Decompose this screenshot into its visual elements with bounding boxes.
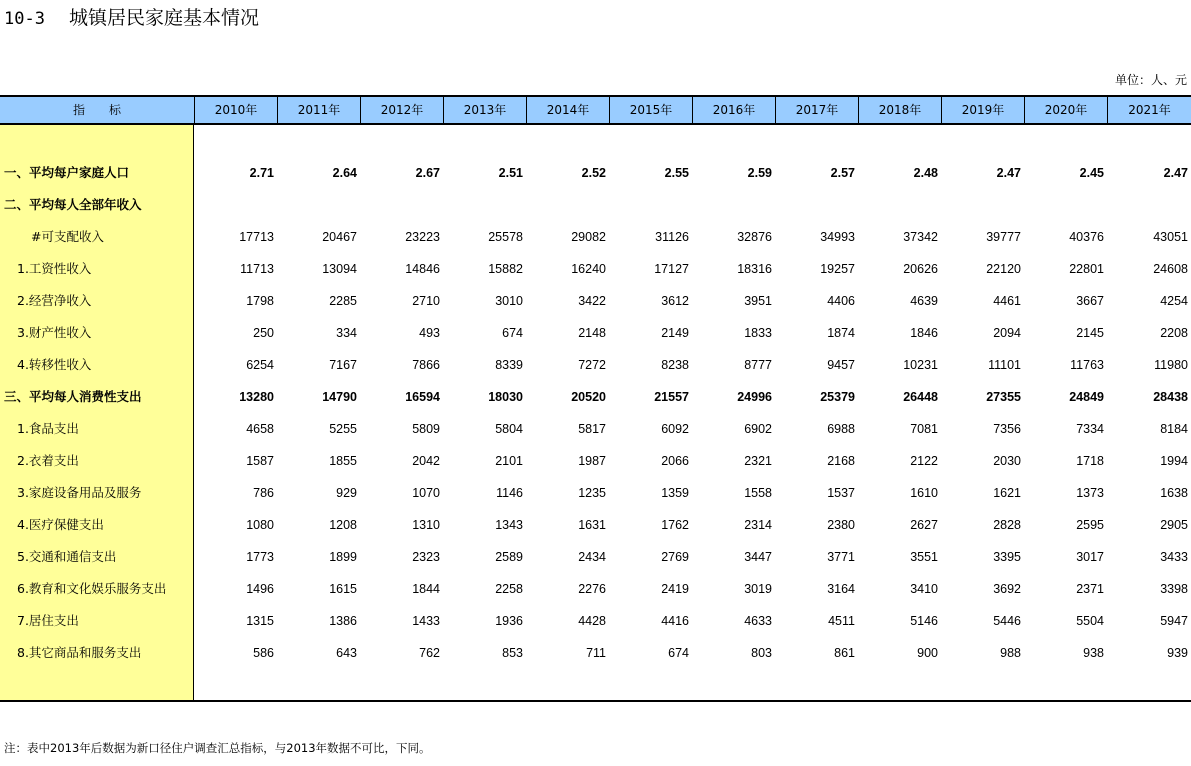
table-cell: 6254 bbox=[246, 358, 274, 372]
table-cell: 4639 bbox=[910, 294, 938, 308]
table-cell: 250 bbox=[253, 326, 274, 340]
header-year: 2016年 bbox=[692, 97, 775, 123]
table-cell: 5817 bbox=[578, 422, 606, 436]
table-cell: 1359 bbox=[661, 486, 689, 500]
table-row bbox=[0, 349, 1191, 381]
table-cell: 3692 bbox=[993, 582, 1021, 596]
table-cell: 7081 bbox=[910, 422, 938, 436]
table-cell: 2.57 bbox=[830, 166, 855, 180]
header-indicator: 指 标 bbox=[72, 103, 121, 117]
row-label: 三、平均每人消费性支出 bbox=[4, 389, 142, 404]
table-row bbox=[0, 285, 1191, 317]
table-cell: 4633 bbox=[744, 614, 772, 628]
table-cell: 2828 bbox=[993, 518, 1021, 532]
row-label: 3.家庭设备用品及服务 bbox=[17, 485, 142, 500]
table-cell: 1537 bbox=[827, 486, 855, 500]
table-row bbox=[0, 509, 1191, 541]
row-label: 5.交通和通信支出 bbox=[17, 549, 117, 564]
table-cell: 762 bbox=[419, 646, 440, 660]
table-cell: 2.59 bbox=[747, 166, 772, 180]
table-cell: 5804 bbox=[495, 422, 523, 436]
table-cell: 2.71 bbox=[249, 166, 274, 180]
table-cell: 11101 bbox=[988, 358, 1021, 372]
table-cell: 674 bbox=[668, 646, 689, 660]
table-cell: 1615 bbox=[329, 582, 357, 596]
table-cell: 3951 bbox=[744, 294, 772, 308]
header-year: 2014年 bbox=[526, 97, 609, 123]
table-cell: 24608 bbox=[1153, 262, 1188, 276]
table-cell: 2258 bbox=[495, 582, 523, 596]
header-year: 2018年 bbox=[858, 97, 941, 123]
table-cell: 1343 bbox=[495, 518, 523, 532]
table-cell: 3551 bbox=[910, 550, 938, 564]
table-cell: 5947 bbox=[1160, 614, 1188, 628]
table-cell: 3612 bbox=[661, 294, 689, 308]
table-cell: 6902 bbox=[744, 422, 772, 436]
table-cell: 938 bbox=[1083, 646, 1104, 660]
table-cell: 1587 bbox=[246, 454, 274, 468]
row-label: 8.其它商品和服务支出 bbox=[17, 645, 142, 660]
table-cell: 1855 bbox=[329, 454, 357, 468]
table-cell: 8238 bbox=[661, 358, 689, 372]
table-cell: 2321 bbox=[744, 454, 772, 468]
header-year: 2013年 bbox=[443, 97, 526, 123]
unit-label: 单位：人、元 bbox=[1114, 73, 1187, 87]
table-cell: 8339 bbox=[495, 358, 523, 372]
table-cell: 18316 bbox=[737, 262, 772, 276]
table-cell: 900 bbox=[917, 646, 938, 660]
row-label: 1.工资性收入 bbox=[17, 261, 92, 276]
table-cell: 16594 bbox=[405, 390, 440, 404]
table-cell: 1433 bbox=[412, 614, 440, 628]
table-cell: 23223 bbox=[405, 230, 440, 244]
table-cell: 939 bbox=[1167, 646, 1188, 660]
row-label: 1.食品支出 bbox=[17, 421, 79, 436]
table-cell: 2595 bbox=[1076, 518, 1104, 532]
row-label: 4.医疗保健支出 bbox=[17, 517, 104, 532]
table-cell: 1070 bbox=[412, 486, 440, 500]
table-cell: 8777 bbox=[744, 358, 772, 372]
table-cell: 1496 bbox=[246, 582, 274, 596]
row-label: #可支配收入 bbox=[31, 229, 104, 244]
table-row bbox=[0, 477, 1191, 509]
row-label: 7.居住支出 bbox=[17, 613, 79, 628]
header-year: 2020年 bbox=[1024, 97, 1107, 123]
row-label: 一、平均每户家庭人口 bbox=[4, 165, 130, 180]
table-cell: 1718 bbox=[1076, 454, 1104, 468]
table-cell: 7272 bbox=[578, 358, 606, 372]
table-cell: 16240 bbox=[571, 262, 606, 276]
table-cell: 7334 bbox=[1076, 422, 1104, 436]
table-cell: 31126 bbox=[655, 230, 689, 244]
table-cell: 7356 bbox=[993, 422, 1021, 436]
header-year: 2010年 bbox=[194, 97, 277, 123]
table-cell: 3422 bbox=[578, 294, 606, 308]
table-cell: 2122 bbox=[910, 454, 938, 468]
table-cell: 1846 bbox=[910, 326, 938, 340]
table-cell: 786 bbox=[253, 486, 274, 500]
table-cell: 2589 bbox=[495, 550, 523, 564]
table-cell: 1631 bbox=[578, 518, 606, 532]
header-year: 2012年 bbox=[360, 97, 443, 123]
table-row bbox=[0, 605, 1191, 637]
table-cell: 43051 bbox=[1153, 230, 1188, 244]
table-cell: 11763 bbox=[1070, 358, 1104, 372]
table-cell: 40376 bbox=[1069, 230, 1104, 244]
table-cell: 5146 bbox=[910, 614, 938, 628]
table-cell: 711 bbox=[586, 646, 606, 660]
table-cell: 4254 bbox=[1160, 294, 1188, 308]
table-cell: 2.45 bbox=[1079, 166, 1104, 180]
table-cell: 18030 bbox=[488, 390, 523, 404]
table-cell: 4428 bbox=[578, 614, 606, 628]
table-cell: 7866 bbox=[412, 358, 440, 372]
page-title bbox=[4, 5, 259, 32]
table-cell: 25578 bbox=[488, 230, 523, 244]
row-label: 二、平均每人全部年收入 bbox=[4, 197, 142, 212]
table-cell: 29082 bbox=[571, 230, 606, 244]
table-cell: 1373 bbox=[1076, 486, 1104, 500]
table-cell: 1235 bbox=[578, 486, 606, 500]
header-year: 2015年 bbox=[609, 97, 692, 123]
table-cell: 334 bbox=[336, 326, 357, 340]
table-cell: 1899 bbox=[329, 550, 357, 564]
table-cell: 1558 bbox=[744, 486, 772, 500]
table-cell: 11713 bbox=[240, 262, 274, 276]
table-cell: 1798 bbox=[246, 294, 274, 308]
table-cell: 2.64 bbox=[332, 166, 357, 180]
table-cell: 929 bbox=[336, 486, 357, 500]
header-year: 2011年 bbox=[277, 97, 360, 123]
table-cell: 2030 bbox=[993, 454, 1021, 468]
table-cell: 493 bbox=[419, 326, 440, 340]
footnote: 注：表中2013年后数据为新口径住户调查汇总指标，与2013年数据不可比，下同。 bbox=[4, 741, 431, 755]
table-cell: 2148 bbox=[578, 326, 606, 340]
row-label: 4.转移性收入 bbox=[17, 357, 92, 372]
table-cell: 3395 bbox=[993, 550, 1021, 564]
table-row bbox=[0, 637, 1191, 669]
table-header-row bbox=[0, 95, 1191, 125]
table-cell: 3410 bbox=[910, 582, 938, 596]
table-cell: 4406 bbox=[827, 294, 855, 308]
table-cell: 2094 bbox=[993, 326, 1021, 340]
table-cell: 2627 bbox=[910, 518, 938, 532]
table-cell: 27355 bbox=[986, 390, 1021, 404]
table-cell: 2905 bbox=[1160, 518, 1188, 532]
table-cell: 2101 bbox=[495, 454, 523, 468]
table-cell: 24996 bbox=[737, 390, 772, 404]
table-cell: 2066 bbox=[661, 454, 689, 468]
table-cell: 2168 bbox=[827, 454, 855, 468]
table-cell: 39777 bbox=[986, 230, 1021, 244]
table-cell: 34993 bbox=[820, 230, 855, 244]
table-cell: 1386 bbox=[329, 614, 357, 628]
table-cell: 2323 bbox=[412, 550, 440, 564]
table-cell: 2208 bbox=[1160, 326, 1188, 340]
table-cell: 2710 bbox=[412, 294, 440, 308]
table-cell: 4416 bbox=[661, 614, 689, 628]
table-cell: 6092 bbox=[661, 422, 689, 436]
table-cell: 853 bbox=[502, 646, 523, 660]
header-year: 2021年 bbox=[1107, 97, 1191, 123]
table-cell: 1936 bbox=[495, 614, 523, 628]
table-cell: 3019 bbox=[744, 582, 772, 596]
header-year: 2019年 bbox=[941, 97, 1024, 123]
table-cell: 2.48 bbox=[913, 166, 938, 180]
table-cell: 5504 bbox=[1076, 614, 1104, 628]
table-cell: 4511 bbox=[828, 614, 855, 628]
table-cell: 28438 bbox=[1153, 390, 1188, 404]
table-row bbox=[0, 413, 1191, 445]
table-row bbox=[0, 253, 1191, 285]
table-cell: 1773 bbox=[246, 550, 274, 564]
table-cell: 3017 bbox=[1076, 550, 1104, 564]
table-cell: 2.47 bbox=[996, 166, 1021, 180]
table-row bbox=[0, 221, 1191, 253]
table-cell: 988 bbox=[1000, 646, 1021, 660]
table-cell: 1310 bbox=[412, 518, 440, 532]
table-cell: 2.52 bbox=[581, 166, 606, 180]
table-row bbox=[0, 157, 1191, 189]
table-number: 10-3 bbox=[4, 9, 45, 29]
table-cell: 21557 bbox=[654, 390, 689, 404]
table-cell: 13094 bbox=[322, 262, 357, 276]
table-cell: 1638 bbox=[1160, 486, 1188, 500]
table-cell: 26448 bbox=[903, 390, 938, 404]
table-row bbox=[0, 573, 1191, 605]
table-cell: 1874 bbox=[827, 326, 855, 340]
table-cell: 22801 bbox=[1069, 262, 1104, 276]
table-cell: 5809 bbox=[412, 422, 440, 436]
table-cell: 37342 bbox=[903, 230, 938, 244]
table-cell: 1621 bbox=[993, 486, 1021, 500]
table-cell: 32876 bbox=[737, 230, 772, 244]
table-cell: 4461 bbox=[993, 294, 1021, 308]
row-label: 2.经营净收入 bbox=[17, 293, 92, 308]
table-cell: 2276 bbox=[578, 582, 606, 596]
table-cell: 4658 bbox=[246, 422, 274, 436]
table-cell: 1610 bbox=[910, 486, 938, 500]
table-cell: 1994 bbox=[1160, 454, 1188, 468]
table-cell: 3164 bbox=[827, 582, 855, 596]
table-cell: 7167 bbox=[329, 358, 357, 372]
row-label: 3.财产性收入 bbox=[17, 325, 92, 340]
table-cell: 2371 bbox=[1076, 582, 1104, 596]
table-cell: 3771 bbox=[827, 550, 855, 564]
row-label: 2.衣着支出 bbox=[17, 453, 79, 468]
table-cell: 8184 bbox=[1160, 422, 1188, 436]
table-cell: 15882 bbox=[488, 262, 523, 276]
table-cell: 1987 bbox=[578, 454, 606, 468]
table-cell: 14846 bbox=[405, 262, 440, 276]
table-row bbox=[0, 317, 1191, 349]
table-cell: 11980 bbox=[1154, 358, 1188, 372]
table-cell: 643 bbox=[336, 646, 357, 660]
header-year: 2017年 bbox=[775, 97, 858, 123]
table-cell: 2149 bbox=[661, 326, 689, 340]
table-cell: 2434 bbox=[578, 550, 606, 564]
table-cell: 2380 bbox=[827, 518, 855, 532]
table-cell: 1315 bbox=[246, 614, 274, 628]
table-cell: 22120 bbox=[986, 262, 1021, 276]
row-label: 6.教育和文化娱乐服务支出 bbox=[17, 581, 167, 596]
table-cell: 6988 bbox=[827, 422, 855, 436]
table-cell: 24849 bbox=[1069, 390, 1104, 404]
table-cell: 2.67 bbox=[415, 166, 440, 180]
table-cell: 586 bbox=[253, 646, 274, 660]
table-cell: 3433 bbox=[1160, 550, 1188, 564]
table-cell: 5446 bbox=[993, 614, 1021, 628]
table-cell: 3667 bbox=[1076, 294, 1104, 308]
table-cell: 13280 bbox=[239, 390, 274, 404]
table-cell: 803 bbox=[751, 646, 772, 660]
table-cell: 3010 bbox=[495, 294, 523, 308]
table-cell: 20467 bbox=[322, 230, 357, 244]
table-cell: 17127 bbox=[654, 262, 689, 276]
table-cell: 2.55 bbox=[664, 166, 689, 180]
table-cell: 3398 bbox=[1160, 582, 1188, 596]
table-cell: 2419 bbox=[661, 582, 689, 596]
table-cell: 1844 bbox=[412, 582, 440, 596]
table-cell: 2042 bbox=[412, 454, 440, 468]
table-row bbox=[0, 445, 1191, 477]
table-cell: 2145 bbox=[1076, 326, 1104, 340]
table-cell: 2.47 bbox=[1163, 166, 1188, 180]
table-cell: 5255 bbox=[329, 422, 357, 436]
table-cell: 3447 bbox=[744, 550, 772, 564]
table-cell: 1762 bbox=[661, 518, 689, 532]
table-cell: 2.51 bbox=[498, 166, 523, 180]
table-cell: 1146 bbox=[496, 486, 523, 500]
table-cell: 17713 bbox=[239, 230, 274, 244]
table-cell: 2769 bbox=[661, 550, 689, 564]
table-cell: 1833 bbox=[744, 326, 772, 340]
table-cell: 2314 bbox=[744, 518, 772, 532]
table-cell: 14790 bbox=[322, 390, 357, 404]
table-cell: 19257 bbox=[820, 262, 855, 276]
table-cell: 20520 bbox=[571, 390, 606, 404]
table-cell: 1208 bbox=[329, 518, 357, 532]
table-cell: 861 bbox=[834, 646, 855, 660]
table-row bbox=[0, 541, 1191, 573]
table-title: 城镇居民家庭基本情况 bbox=[69, 7, 260, 29]
table-cell: 1080 bbox=[246, 518, 274, 532]
table-bottom-rule bbox=[0, 700, 1191, 702]
table-cell: 9457 bbox=[827, 358, 855, 372]
table-cell: 20626 bbox=[903, 262, 938, 276]
table-cell: 10231 bbox=[903, 358, 938, 372]
table-cell: 2285 bbox=[329, 294, 357, 308]
table-row bbox=[0, 189, 1191, 221]
table-row bbox=[0, 381, 1191, 413]
table-cell: 674 bbox=[502, 326, 523, 340]
table-cell: 25379 bbox=[820, 390, 855, 404]
